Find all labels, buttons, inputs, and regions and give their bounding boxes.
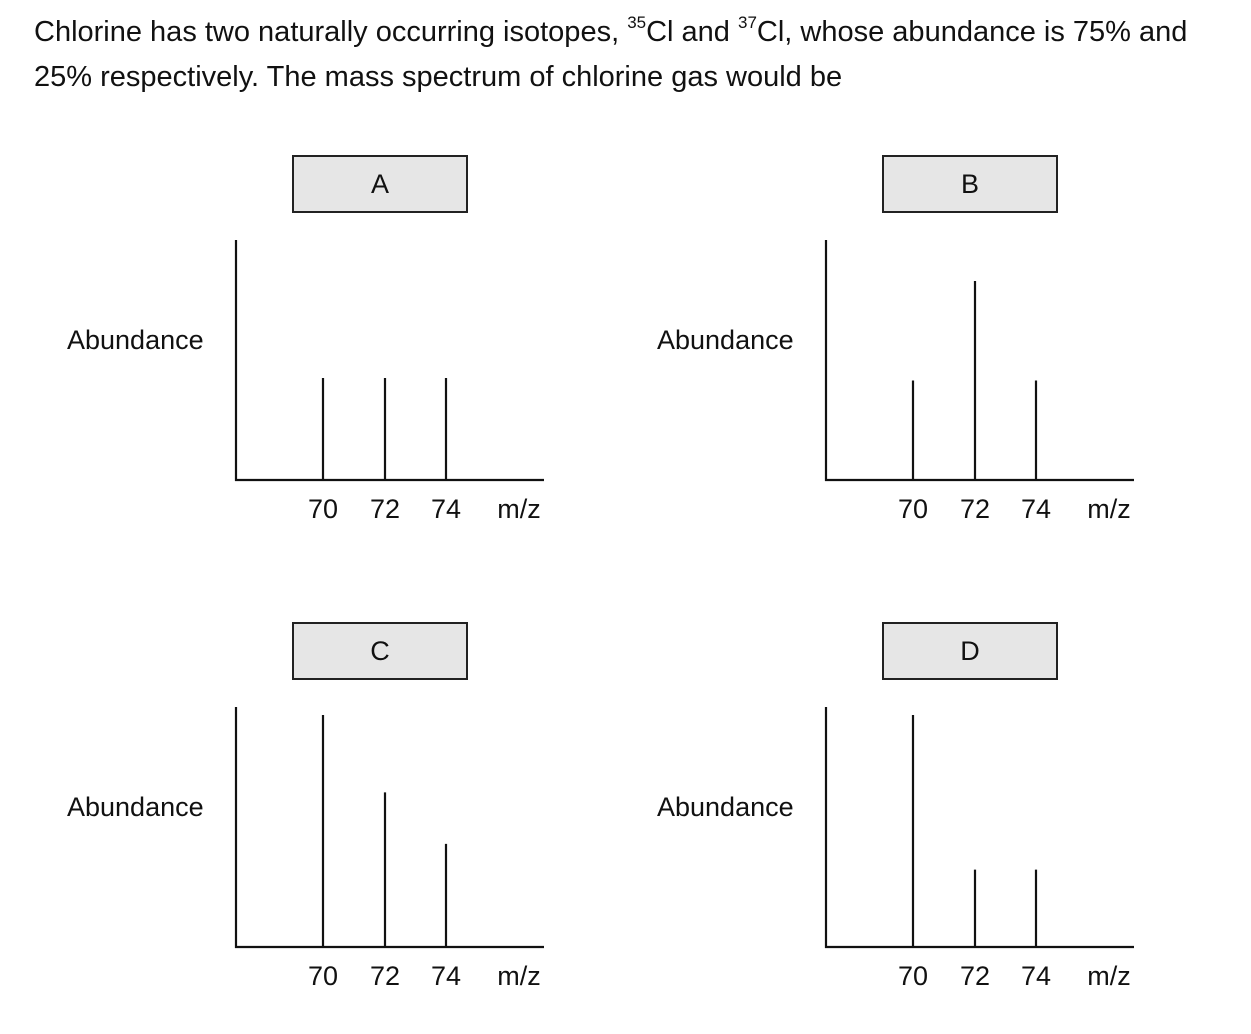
y-axis-label: Abundance xyxy=(657,325,794,355)
chart-panel-d xyxy=(655,622,1215,1002)
x-axis-unit-label: m/z xyxy=(1087,961,1131,991)
option-label: D xyxy=(960,635,980,666)
mass-spectrum-plot xyxy=(65,622,625,1002)
chart-panel-b xyxy=(655,155,1215,535)
question-part-3: Cl, whose abundance is 75% and 25% respectively. The mass spectrum of chlorine gas would be xyxy=(34,16,1188,93)
chart-panel-c xyxy=(65,622,625,1002)
option-label: B xyxy=(960,168,979,199)
x-axis-unit-label: m/z xyxy=(1087,494,1131,524)
x-tick-label: 72 xyxy=(959,961,991,991)
option-label: C xyxy=(370,635,390,666)
question-text xyxy=(34,10,1249,100)
x-tick-label: 72 xyxy=(369,494,401,524)
isotope-37-superscript: 37 xyxy=(738,13,757,32)
x-tick-label: 74 xyxy=(430,494,462,524)
mass-spectrum-plot xyxy=(655,155,1215,535)
y-axis-label: Abundance xyxy=(67,792,204,822)
y-axis-label: Abundance xyxy=(657,792,794,822)
x-tick-label: 74 xyxy=(430,961,462,991)
mass-spectrum-plot xyxy=(65,155,625,535)
x-tick-label: 72 xyxy=(369,961,401,991)
x-tick-label: 72 xyxy=(959,494,991,524)
y-axis-label: Abundance xyxy=(67,325,204,355)
x-tick-label: 70 xyxy=(897,494,929,524)
chart-panel-a xyxy=(65,155,625,535)
x-tick-label: 70 xyxy=(307,494,339,524)
question-part-2: Cl and xyxy=(646,16,738,48)
x-tick-label: 74 xyxy=(1020,494,1052,524)
mass-spectrum-plot xyxy=(655,622,1215,1002)
option-label: A xyxy=(370,168,389,199)
x-tick-label: 70 xyxy=(897,961,929,991)
question-part-1: Chlorine has two naturally occurring isotopes, xyxy=(34,16,628,48)
x-tick-label: 74 xyxy=(1020,961,1052,991)
x-axis-unit-label: m/z xyxy=(497,494,541,524)
x-tick-label: 70 xyxy=(307,961,339,991)
x-axis-unit-label: m/z xyxy=(497,961,541,991)
isotope-35-superscript: 35 xyxy=(627,13,647,32)
